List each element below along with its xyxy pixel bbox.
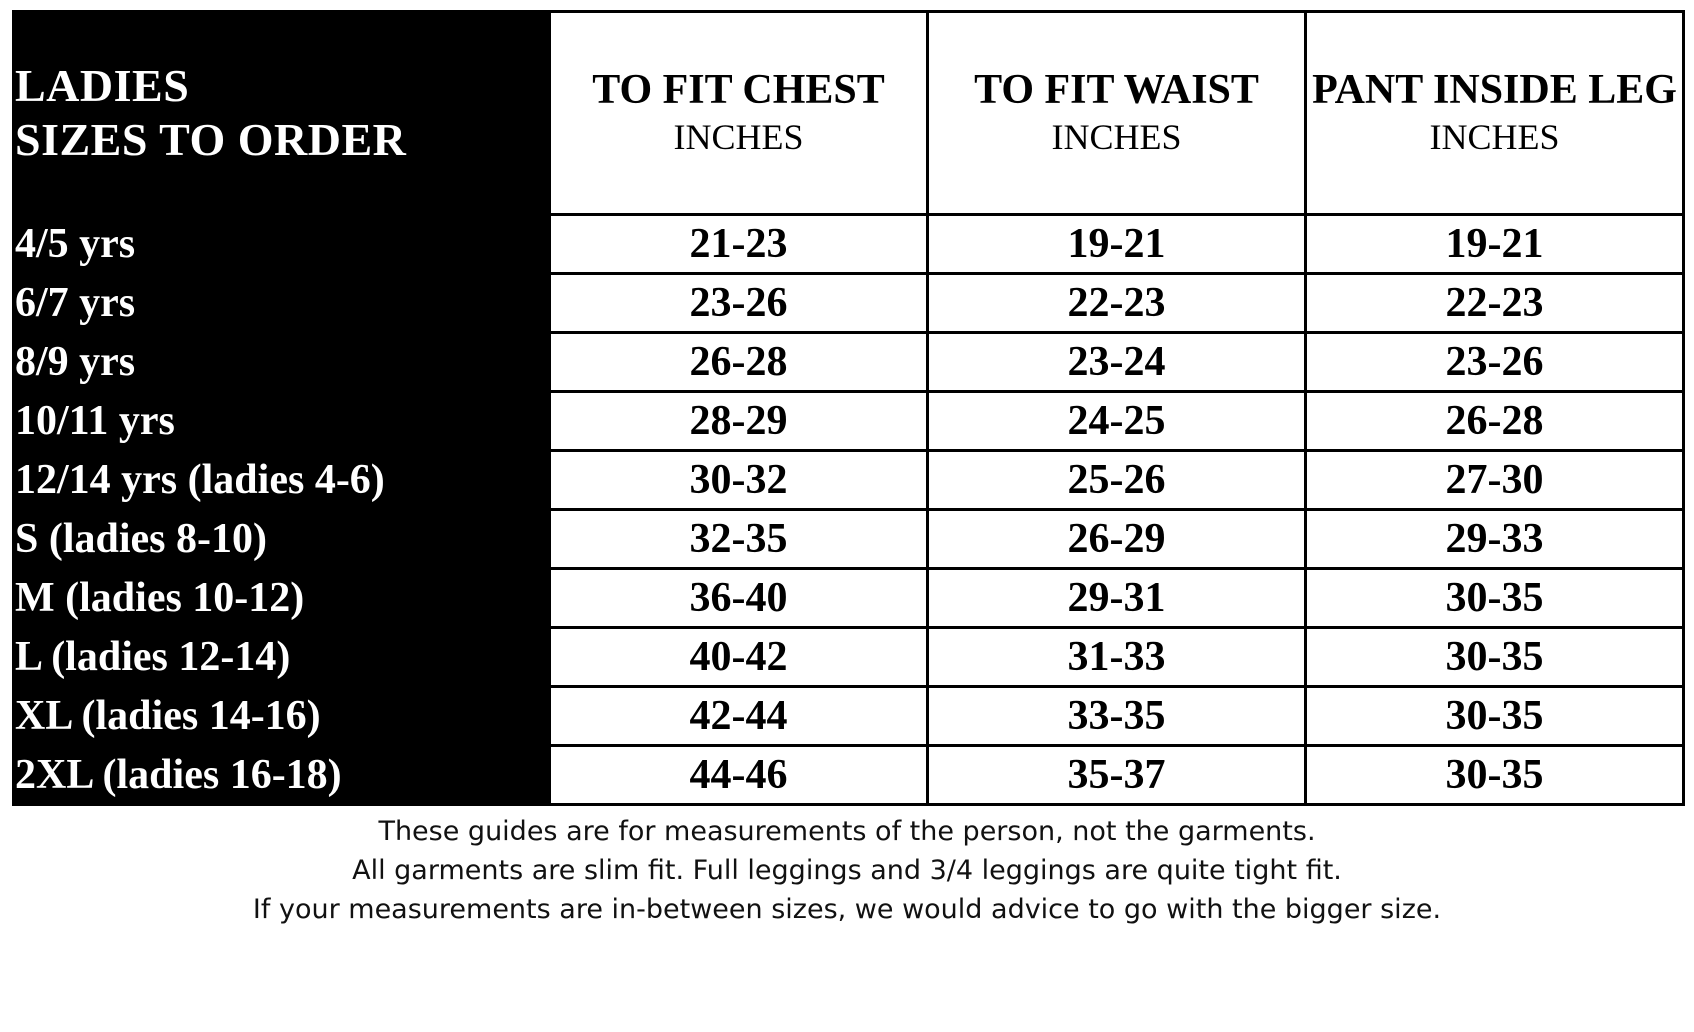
row-waist-value: 22-23 [928, 274, 1306, 333]
row-size-label: 2XL (ladies 16-18) [14, 746, 550, 805]
row-size-label: L (ladies 12-14) [14, 628, 550, 687]
row-leg-value: 19-21 [1306, 215, 1684, 274]
row-chest-value: 32-35 [550, 510, 928, 569]
table-row [14, 274, 1684, 333]
header-pant-inside-leg [1306, 12, 1684, 215]
row-leg-value: 30-35 [1306, 628, 1684, 687]
row-leg-value: 30-35 [1306, 569, 1684, 628]
table-header [14, 12, 1684, 215]
row-size-label: 12/14 yrs (ladies 4-6) [14, 451, 550, 510]
table-row [14, 451, 1684, 510]
row-waist-value: 24-25 [928, 392, 1306, 451]
row-chest-value: 30-32 [550, 451, 928, 510]
row-leg-value: 26-28 [1306, 392, 1684, 451]
row-waist-value: 35-37 [928, 746, 1306, 805]
row-waist-value: 25-26 [928, 451, 1306, 510]
row-waist-value: 33-35 [928, 687, 1306, 746]
row-leg-value: 22-23 [1306, 274, 1684, 333]
row-size-label: 6/7 yrs [14, 274, 550, 333]
header-chest-unit: INCHES [673, 116, 804, 157]
row-leg-value: 29-33 [1306, 510, 1684, 569]
header-waist-unit: INCHES [1051, 116, 1182, 157]
table-row [14, 687, 1684, 746]
header-waist-title: TO FIT WAIST [974, 66, 1259, 113]
row-size-label: 8/9 yrs [14, 333, 550, 392]
header-to-fit-waist [928, 12, 1306, 215]
row-waist-value: 23-24 [928, 333, 1306, 392]
header-chest-title: TO FIT CHEST [592, 66, 885, 113]
row-leg-value: 27-30 [1306, 451, 1684, 510]
row-leg-value: 23-26 [1306, 333, 1684, 392]
row-leg-value: 30-35 [1306, 746, 1684, 805]
table-row [14, 392, 1684, 451]
row-size-label: 10/11 yrs [14, 392, 550, 451]
row-waist-value: 26-29 [928, 510, 1306, 569]
row-size-label: M (ladies 10-12) [14, 569, 550, 628]
header-ladies-line: LADIES [15, 59, 190, 111]
row-waist-value: 31-33 [928, 628, 1306, 687]
header-leg-title: PANT INSIDE LEG [1312, 66, 1677, 113]
header-to-fit-chest [550, 12, 928, 215]
row-waist-value: 29-31 [928, 569, 1306, 628]
table-row [14, 569, 1684, 628]
table-body [14, 215, 1684, 805]
row-size-label: XL (ladies 14-16) [14, 687, 550, 746]
row-waist-value: 19-21 [928, 215, 1306, 274]
row-leg-value: 30-35 [1306, 687, 1684, 746]
table-row [14, 333, 1684, 392]
footnote-line: All garments are slim fit. Full leggings and 3/4 leggings are quite tight fit. [352, 854, 1342, 886]
table-row [14, 746, 1684, 805]
footnote-line: If your measurements are in-between sizes, we would advice to go with the bigger size. [252, 893, 1442, 925]
row-chest-value: 28-29 [550, 392, 928, 451]
row-chest-value: 23-26 [550, 274, 928, 333]
footnote-line: These guides are for measurements of the person, not the garments. [378, 816, 1316, 847]
table-row [14, 510, 1684, 569]
header-row [14, 12, 1684, 215]
table-row [14, 628, 1684, 687]
table-row [14, 215, 1684, 274]
header-sizes-to-order [14, 12, 550, 215]
row-chest-value: 42-44 [550, 687, 928, 746]
row-size-label: 4/5 yrs [14, 215, 550, 274]
row-chest-value: 40-42 [550, 628, 928, 687]
footnotes [12, 816, 1682, 926]
row-size-label: S (ladies 8-10) [14, 510, 550, 569]
size-chart-table [12, 10, 1685, 806]
row-chest-value: 36-40 [550, 569, 928, 628]
row-chest-value: 21-23 [550, 215, 928, 274]
header-leg-unit: INCHES [1429, 116, 1560, 157]
row-chest-value: 44-46 [550, 746, 928, 805]
row-chest-value: 26-28 [550, 333, 928, 392]
header-sizes-line: SIZES TO ORDER [15, 114, 407, 165]
